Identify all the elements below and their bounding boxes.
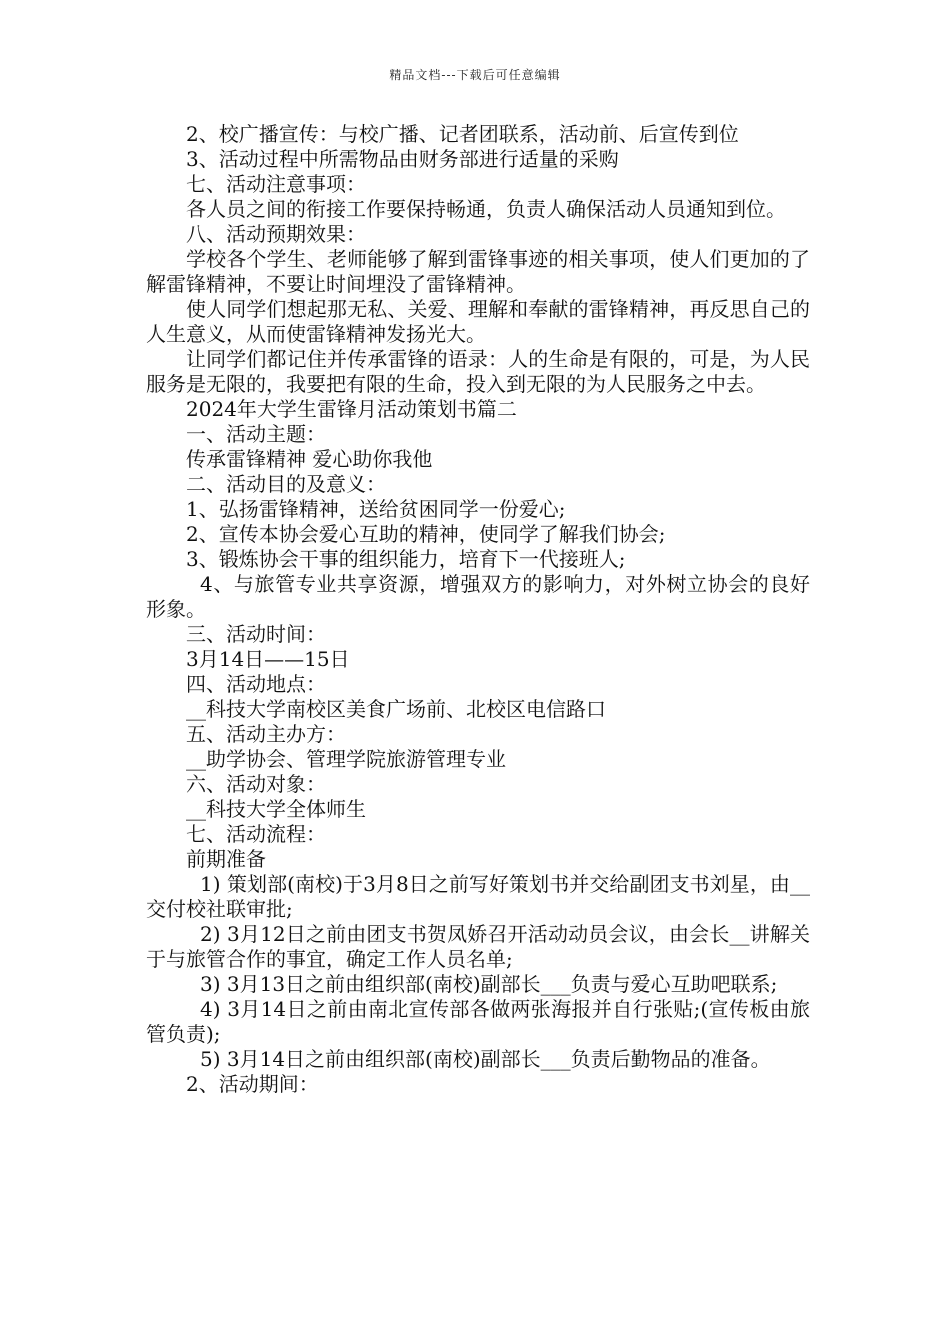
page-header: 精品文档---下载后可任意编辑 (389, 68, 561, 82)
document-body (146, 122, 810, 1097)
list-item: 3、锻炼协会干事的组织能力，培育下一代接班人; (186, 547, 626, 571)
paragraph: __科技大学南校区美食广场前、北校区电信路口 (186, 697, 606, 721)
subsection-heading: 2、活动期间： (186, 1072, 319, 1096)
section-heading: 六、活动对象： (186, 772, 326, 796)
subsection-heading: 前期准备 (186, 847, 266, 871)
list-item: 4) 3月14日之前由南北宣传部各做两张海报并自行张贴;(宣传板由旅管负责); (146, 997, 810, 1046)
paragraph: 传承雷锋精神 爱心助你我他 (186, 447, 433, 471)
paragraph: 学校各个学生、老师能够了解到雷锋事迹的相关事项，使人们更加的了解雷锋精神，不要让时间埋没了雷锋精神。 (146, 247, 810, 296)
list-item: 2、宣传本协会爱心互助的精神，使同学了解我们协会; (186, 522, 666, 546)
section-heading: 五、活动主办方： (186, 722, 346, 746)
section-heading: 一、活动主题： (186, 422, 326, 446)
paragraph: __科技大学全体师生 (186, 797, 366, 821)
list-item: 1、弘扬雷锋精神，送给贫困同学一份爱心; (186, 497, 566, 521)
paragraph: 使人同学们想起那无私、关爱、理解和奉献的雷锋精神，再反思自己的人生意义，从而使雷锋精神发扬光大。 (146, 297, 810, 346)
list-item: 4、与旅管专业共享资源，增强双方的影响力，对外树立协会的良好形象。 (146, 572, 810, 621)
list-item: 1) 策划部(南校)于3月8日之前写好策划书并交给副团支书刘星，由__交付校社联审批; (146, 872, 810, 921)
list-item: 2) 3月12日之前由团支书贺凤娇召开活动动员会议，由会长__讲解关于与旅管合作的事宜，确定工作人员名单; (146, 922, 810, 971)
paragraph: 3、活动过程中所需物品由财务部进行适量的采购 (186, 147, 619, 171)
section-heading: 二、活动目的及意义： (186, 472, 386, 496)
paragraph: __助学协会、管理学院旅游管理专业 (186, 747, 506, 771)
paragraph: 各人员之间的衔接工作要保持畅通，负责人确保活动人员通知到位。 (186, 197, 786, 221)
paragraph: 让同学们都记住并传承雷锋的语录：人的生命是有限的，可是，为人民服务是无限的，我要把有限的生命，投入到无限的为人民服务之中去。 (146, 347, 810, 396)
section-heading: 七、活动流程： (186, 822, 326, 846)
section-heading: 七、活动注意事项： (186, 172, 366, 196)
paragraph: 3月14日——15日 (186, 647, 350, 671)
paragraph: 2、校广播宣传：与校广播、记者团联系，活动前、后宣传到位 (186, 122, 739, 146)
section-heading: 四、活动地点： (186, 672, 326, 696)
section-heading: 八、活动预期效果： (186, 222, 366, 246)
list-item: 5) 3月14日之前由组织部(南校)副部长___负责后勤物品的准备。 (200, 1047, 771, 1071)
section-heading: 三、活动时间： (186, 622, 326, 646)
document-title: 2024年大学生雷锋月活动策划书篇二 (186, 397, 517, 421)
list-item: 3) 3月13日之前由组织部(南校)副部长___负责与爱心互助吧联系; (200, 972, 778, 996)
